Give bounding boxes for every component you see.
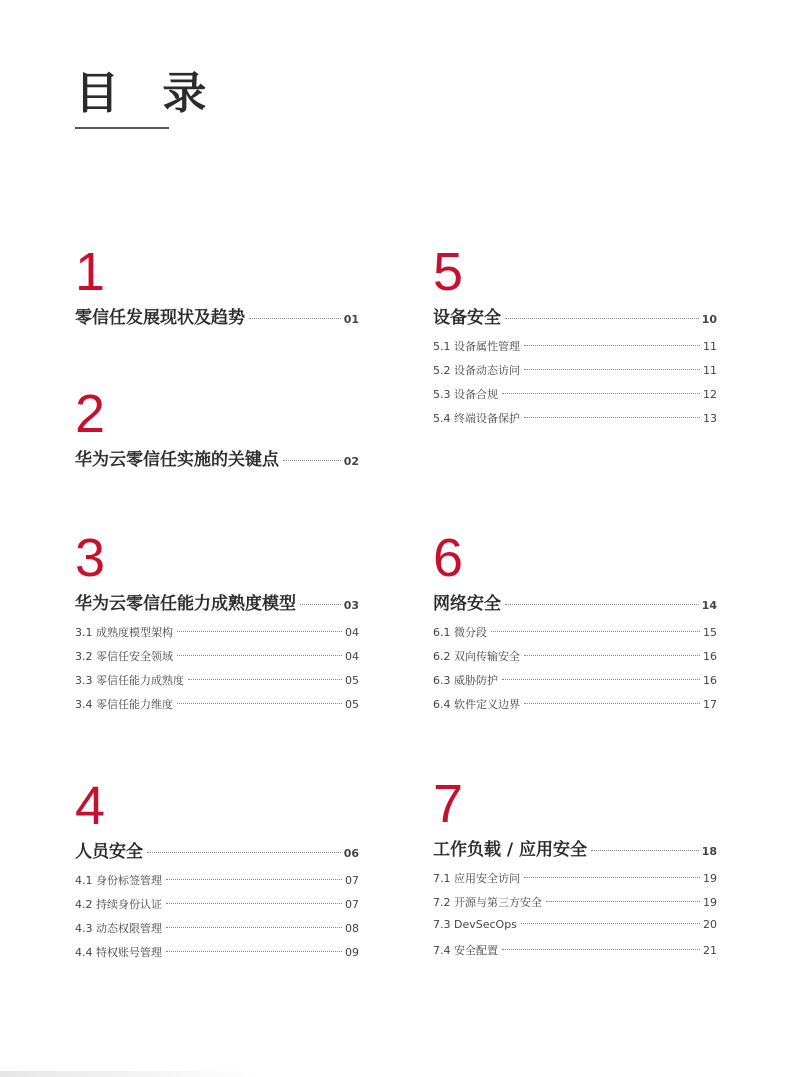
page-number: 14 [701, 599, 717, 612]
section-title: 网络安全 [433, 594, 501, 614]
toc-entry-sub[interactable] [75, 648, 359, 672]
toc-entry-sub[interactable] [75, 896, 359, 920]
section-title: 零信任发展现状及趋势 [75, 308, 245, 328]
toc-entry-sub[interactable] [433, 648, 717, 672]
dot-leader [188, 679, 342, 680]
entry-label: 3.1 成熟度模型架构 [75, 626, 173, 639]
toc-entry-sub[interactable] [433, 362, 717, 386]
dot-leader [283, 460, 341, 461]
dot-leader [524, 703, 700, 704]
toc-section-2 [75, 384, 359, 471]
page-number: 04 [345, 650, 359, 663]
dot-leader [524, 877, 700, 878]
page-number: 04 [345, 626, 359, 639]
page-number: 06 [343, 847, 359, 860]
entry-label: 6.3 威胁防护 [433, 674, 498, 687]
entry-label: 5.3 设备合规 [433, 388, 498, 401]
page-number: 07 [345, 898, 359, 911]
toc-section-6 [433, 528, 717, 720]
dot-leader [166, 879, 342, 880]
entry-label: 6.4 软件定义边界 [433, 698, 520, 711]
page-number: 07 [345, 874, 359, 887]
page-number: 10 [701, 313, 717, 326]
dot-leader [502, 679, 700, 680]
toc-entry-sub[interactable] [433, 942, 717, 966]
section-number: 1 [75, 242, 106, 302]
toc-entry-main[interactable] [433, 303, 717, 329]
section-number: 3 [75, 528, 106, 588]
section-number: 2 [75, 384, 106, 444]
page-number: 17 [703, 698, 717, 711]
entry-label: 5.1 设备属性管理 [433, 340, 520, 353]
page-number: 16 [703, 674, 717, 687]
entry-label: 7.4 安全配置 [433, 944, 498, 957]
page-number: 11 [703, 340, 717, 353]
toc-entry-main[interactable] [75, 589, 359, 615]
entry-label: 4.3 动态权限管理 [75, 922, 162, 935]
page-number: 12 [703, 388, 717, 401]
toc-entry-sub[interactable] [433, 338, 717, 362]
page-number: 02 [343, 455, 359, 468]
section-title: 华为云零信任能力成熟度模型 [75, 594, 296, 614]
dot-leader [546, 901, 700, 902]
dot-leader [177, 655, 342, 656]
entry-label: 3.3 零信任能力成熟度 [75, 674, 184, 687]
dot-leader [505, 604, 699, 605]
toc-section-7 [433, 774, 717, 966]
dot-leader [505, 318, 699, 319]
entry-label: 3.2 零信任安全领域 [75, 650, 173, 663]
toc-entry-sub[interactable] [433, 672, 717, 696]
toc-section-3 [75, 528, 359, 720]
toc-entry-sub[interactable] [433, 870, 717, 894]
toc-section-1 [75, 242, 359, 329]
entry-label: 4.2 持续身份认证 [75, 898, 162, 911]
section-title: 设备安全 [433, 308, 501, 328]
toc-entry-sub[interactable] [433, 918, 717, 942]
toc-entry-sub[interactable] [75, 872, 359, 896]
toc-entry-sub[interactable] [433, 386, 717, 410]
entry-label: 5.2 设备动态访问 [433, 364, 520, 377]
entry-label: 3.4 零信任能力维度 [75, 698, 173, 711]
entry-label: 7.1 应用安全访问 [433, 872, 520, 885]
dot-leader [524, 417, 700, 418]
toc-entry-sub[interactable] [433, 696, 717, 720]
footer-shadow [0, 1071, 260, 1077]
section-title: 工作负载 / 应用安全 [433, 840, 588, 860]
toc-entry-sub[interactable] [75, 944, 359, 968]
toc-section-5 [433, 242, 717, 434]
toc-entry-sub[interactable] [75, 624, 359, 648]
toc-entry-sub[interactable] [75, 920, 359, 944]
dot-leader [524, 345, 700, 346]
page-number: 08 [345, 922, 359, 935]
toc-entry-main[interactable] [75, 303, 359, 329]
page-number: 13 [703, 412, 717, 425]
entry-label: 5.4 终端设备保护 [433, 412, 520, 425]
section-number: 6 [433, 528, 464, 588]
page-title: 目 录 [75, 68, 221, 119]
entry-label: 6.1 微分段 [433, 626, 487, 639]
dot-leader [147, 852, 341, 853]
page-number: 03 [343, 599, 359, 612]
dot-leader [591, 850, 699, 851]
dot-leader [166, 951, 342, 952]
toc-entry-sub[interactable] [433, 624, 717, 648]
entry-label: 4.4 特权账号管理 [75, 946, 162, 959]
entry-label: 4.1 身份标签管理 [75, 874, 162, 887]
dot-leader [177, 703, 342, 704]
dot-leader [521, 923, 700, 924]
page-number: 19 [703, 896, 717, 909]
dot-leader [166, 903, 342, 904]
dot-leader [491, 631, 700, 632]
page-number: 15 [703, 626, 717, 639]
title-underline [75, 127, 169, 129]
section-title: 人员安全 [75, 842, 143, 862]
page-number: 05 [345, 698, 359, 711]
toc-entry-main[interactable] [75, 837, 359, 863]
dot-leader [524, 369, 700, 370]
dot-leader [502, 949, 700, 950]
page-number: 18 [701, 845, 717, 858]
entry-label: 7.3 DevSecOps [433, 918, 517, 931]
section-number: 7 [433, 774, 464, 834]
toc-entry-sub[interactable] [433, 894, 717, 918]
dot-leader [166, 927, 342, 928]
section-number: 4 [75, 776, 106, 836]
toc-entry-sub[interactable] [75, 672, 359, 696]
toc-entry-sub[interactable] [433, 410, 717, 434]
entry-label: 7.2 开源与第三方安全 [433, 896, 542, 909]
page-number: 21 [703, 944, 717, 957]
toc-entry-sub[interactable] [75, 696, 359, 720]
toc-section-4 [75, 776, 359, 968]
page-number: 05 [345, 674, 359, 687]
section-title: 华为云零信任实施的关键点 [75, 450, 279, 470]
page-number: 01 [343, 313, 359, 326]
dot-leader [524, 655, 700, 656]
section-number: 5 [433, 242, 464, 302]
page-number: 16 [703, 650, 717, 663]
entry-label: 6.2 双向传输安全 [433, 650, 520, 663]
dot-leader [502, 393, 700, 394]
toc-entry-main[interactable] [433, 835, 717, 861]
dot-leader [249, 318, 341, 319]
page-number: 09 [345, 946, 359, 959]
page-number: 19 [703, 872, 717, 885]
page-number: 20 [703, 918, 717, 931]
toc-entry-main[interactable] [75, 445, 359, 471]
page-number: 11 [703, 364, 717, 377]
toc-entry-main[interactable] [433, 589, 717, 615]
dot-leader [300, 604, 341, 605]
dot-leader [177, 631, 342, 632]
